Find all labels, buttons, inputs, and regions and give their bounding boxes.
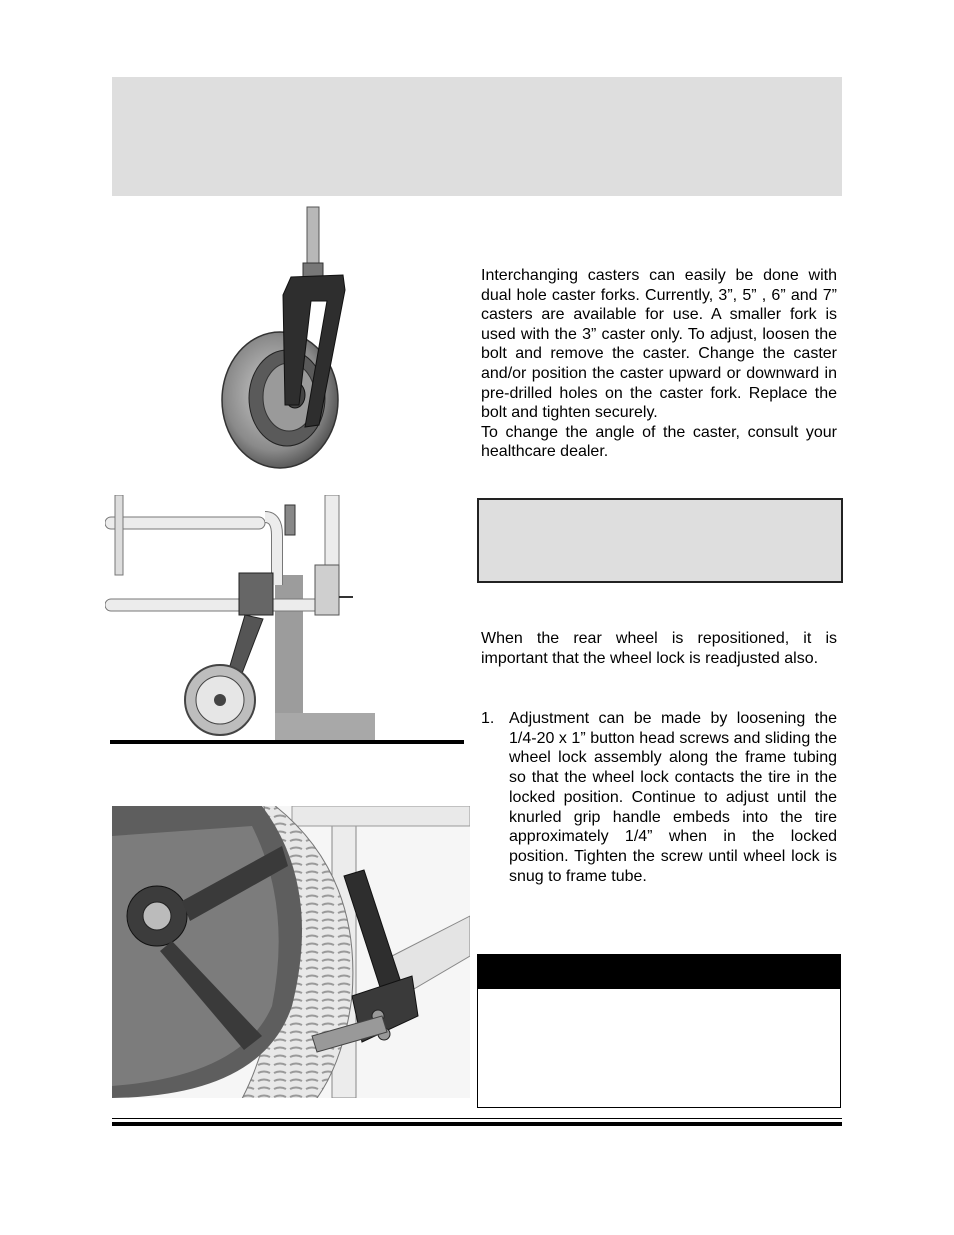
caster-paragraph-2: To change the angle of the caster, consult your healthcare dealer.	[481, 423, 837, 461]
list-text: Adjustment can be made by loosening the 1/4-20 x 1” button head screws and sliding the wheel lock assembly along the frame tubing so that the wheel lock contacts the tire in the locked position. Continue to adjust until the knurled grip handle embeds into the tire approximately 1/4” when in the locked position. Tighten the screw until wheel lock is snug to frame tube.	[509, 710, 837, 885]
caster-instructions	[481, 266, 837, 462]
wheel-lock-illustration	[112, 806, 470, 1098]
note-box	[477, 498, 843, 583]
caster-fork-illustration	[215, 205, 355, 470]
header-band	[112, 77, 842, 196]
caster-paragraph-1: Interchanging casters can easily be done with dual hole caster forks. Currently, 3”, 5” , 6” and 7” casters are available for use. A smaller fork is used with the 3” caster only. To adjust, loosen the bolt and remove the caster. Change the caster and/or position the caster upward or downward in pre-drilled holes on the caster fork. Replace the bolt and tighten securely.	[481, 267, 837, 422]
wheelchair-frame-caster-illustration	[105, 495, 465, 745]
wheel-lock-intro: When the rear wheel is repositioned, it is important that the wheel lock is readjusted also.	[481, 630, 837, 667]
warning-box	[477, 954, 841, 1108]
list-number: 1.	[481, 710, 495, 727]
footer-rule-thick	[112, 1122, 842, 1126]
warning-header-bar	[478, 955, 840, 989]
footer-rule-thin	[112, 1118, 842, 1119]
figure-divider	[110, 740, 464, 744]
